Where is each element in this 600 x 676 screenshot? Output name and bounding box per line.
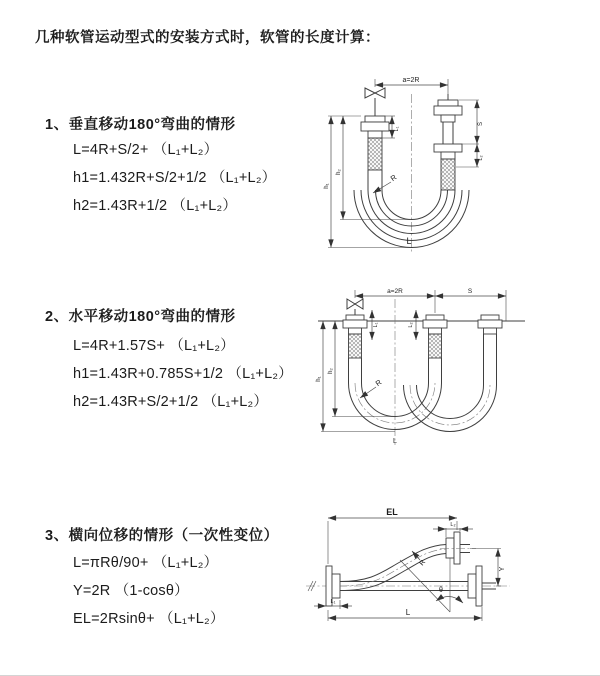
dim-label-l2: L₂ <box>450 522 456 528</box>
left-fitting <box>343 315 367 358</box>
dim-label-r: R <box>373 377 384 389</box>
braided-hose <box>349 334 362 358</box>
radius-callout <box>373 172 399 193</box>
valve-icon <box>365 88 385 116</box>
left-fitting <box>361 116 389 170</box>
dimension-l1 <box>372 310 379 340</box>
dim-label-s: S <box>467 288 473 295</box>
dim-label-y: Y <box>499 566 506 572</box>
dimension-l2 <box>408 310 416 340</box>
dim-label-L: L <box>405 608 411 617</box>
dim-label-theta: θ <box>439 587 443 594</box>
braided-hose <box>441 159 455 190</box>
dim-label-r: R <box>388 172 399 184</box>
section-2-formula-h1: h1=1.43R+0.785S+1/2 （L₁+L₂） <box>73 366 293 382</box>
dim-label-r: R <box>418 558 428 568</box>
dim-label-a2r: a=2R <box>387 288 403 295</box>
dim-label-L: L <box>393 438 397 445</box>
section-3-formula-Y: Y=2R （1-cosθ） <box>73 583 189 599</box>
section-3-heading: 3、横向位移的情形（一次性变位） <box>45 528 279 544</box>
section-1-heading: 1、垂直移动180°弯曲的情形 <box>45 117 236 133</box>
dim-label-l1: L₁ <box>394 126 400 132</box>
section-1-formula-h1: h1=1.432R+S/2+1/2 （L₁+L₂） <box>73 170 277 186</box>
dim-label-l2: L₂ <box>478 155 484 161</box>
braided-hose <box>368 138 382 170</box>
hose-u-bend-position-2 <box>404 334 497 432</box>
hose-displaced-position <box>340 545 446 591</box>
dimension-s <box>459 100 484 144</box>
dim-label-s: S <box>478 121 484 127</box>
section-3-formula-L: L=πRθ/90+ （L₁+L₂） <box>73 555 219 571</box>
right-fitting <box>478 315 502 334</box>
dim-label-h2: h₂ <box>336 169 342 175</box>
right-flange-displaced <box>440 532 476 564</box>
dim-label-h2: h₂ <box>328 368 334 374</box>
dim-label-L: L <box>406 236 412 246</box>
braided-hose <box>429 334 442 358</box>
section-2-heading: 2、水平移动180°弯曲的情形 <box>45 309 236 325</box>
section-1-formula-L: L=4R+S/2+ （L₁+L₂） <box>73 142 219 158</box>
diagram-lateral-displacement <box>300 500 600 645</box>
page-title: 几种软管运动型式的安装方式时，软管的长度计算： <box>35 30 380 46</box>
dim-label-h1: h₁ <box>316 376 322 382</box>
angle-construction <box>400 558 463 612</box>
dim-label-l1: L₁ <box>330 599 336 605</box>
valve-icon <box>347 299 363 315</box>
section-1-formula-h2: h2=1.43R+1/2 （L₁+L₂） <box>73 198 238 214</box>
section-2-formula-L: L=4R+1.57S+ （L₁+L₂） <box>73 338 235 354</box>
dim-label-l1: L₁ <box>373 322 379 328</box>
dimension-l1 <box>314 599 352 609</box>
diagram-vertical-180-bend <box>315 72 600 265</box>
dimension-l <box>328 607 482 621</box>
section-2-formula-h2: h2=1.43R+S/2+1/2 （L₁+L₂） <box>73 394 269 410</box>
dim-label-l2: L₂ <box>408 322 414 328</box>
right-flange-original <box>468 566 496 606</box>
dim-label-h1: h₁ <box>324 183 330 189</box>
dimension-el <box>328 507 457 564</box>
middle-fitting <box>423 315 447 358</box>
dimension-l2 <box>433 522 473 537</box>
dim-label-a2r: a=2R <box>402 77 420 84</box>
diagram-horizontal-180-bend <box>310 283 600 460</box>
section-3-formula-EL: EL=2Rsinθ+ （L₁+L₂） <box>73 611 225 627</box>
right-fitting <box>434 94 462 190</box>
dim-label-el: EL <box>386 507 398 517</box>
